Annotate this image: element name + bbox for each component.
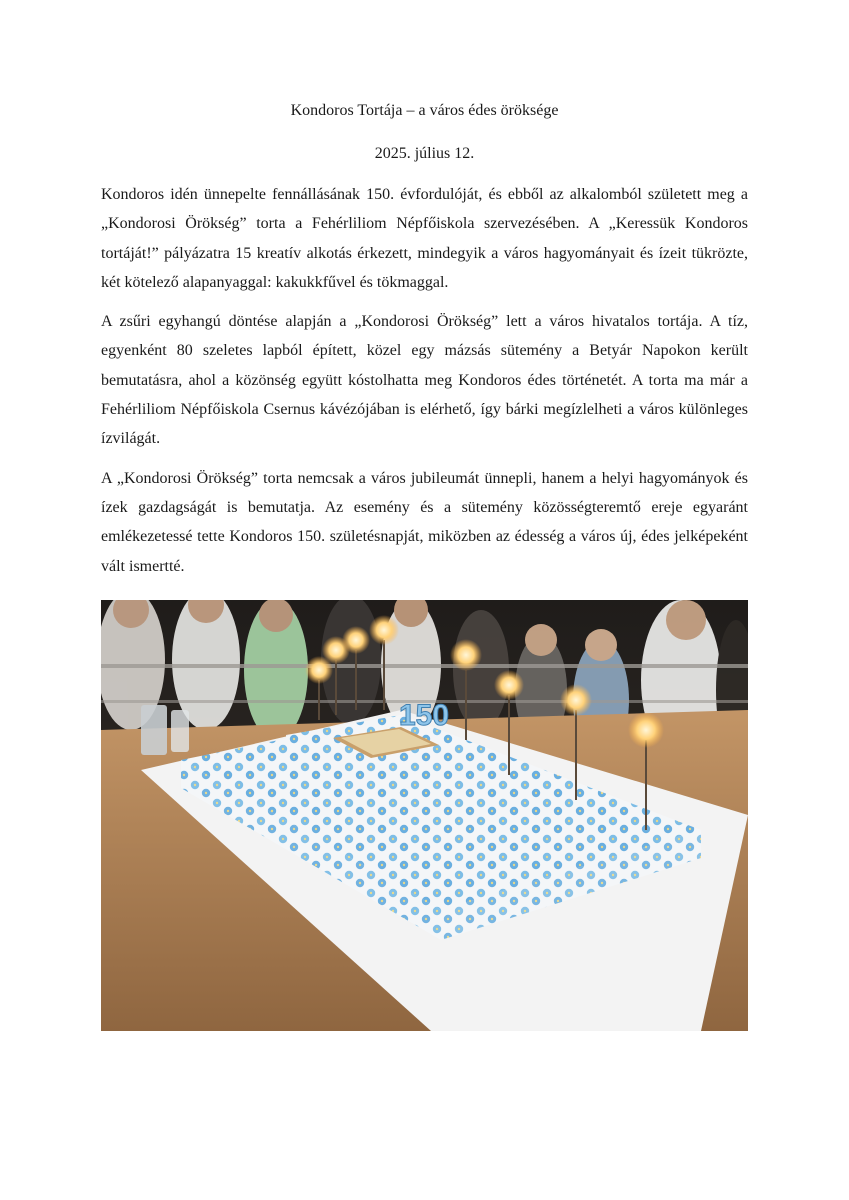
document-body — [101, 180, 748, 591]
svg-text:150: 150 — [399, 699, 450, 732]
document-date: 2025. július 12. — [374, 145, 475, 162]
paragraph-1: Kondoros idén ünnepelte fennállásának 150. évfordulóját, és ebből az alkalomból született meg a „Kondorosi Örökség” torta a Fehérliliom Népfőiskola szervezésében. A „Keressük Kondoros tortáját!” pályázatra 15 kreatív alkotás érkezett, mindegyik a város hagyományait és ízeit tükrözte, két kötelező alapanyaggal: kakukkfűvel és tökmaggal. — [101, 186, 748, 291]
cake-photo-illustration — [101, 600, 748, 1031]
cake-topper-150 — [399, 699, 449, 732]
cake-photo — [101, 600, 748, 1031]
paragraph-3: A „Kondorosi Örökség” torta nemcsak a város jubileumát ünnepli, hanem a helyi hagyományok és ízek gazdagságát is bemutatja. Az esemény és a sütemény közösségteremtő ereje egyaránt emlékezetessé tette Kondoros 150. születésnapját, miközben az édesség a város új, édes jelképeként vált ismertté. — [101, 469, 748, 575]
document-title: Kondoros Tortája – a város édes öröksége — [290, 102, 559, 119]
paragraph-2: A zsűri egyhangú döntése alapján a „Kondorosi Örökség” lett a város hivatalos tortája. A tíz, egyenként 80 szeletes lapból épített, közel egy mázsás sütemény a Betyár Napokon került bemutatásra, ahol a közönség együtt kóstolhatta meg Kondoros édes történetét. A torta ma már a Fehérliliom Népfőiskola Csernus kávézójában is elérhető, így bárki megízlelheti a város különleges ízvilágát. — [101, 313, 748, 448]
